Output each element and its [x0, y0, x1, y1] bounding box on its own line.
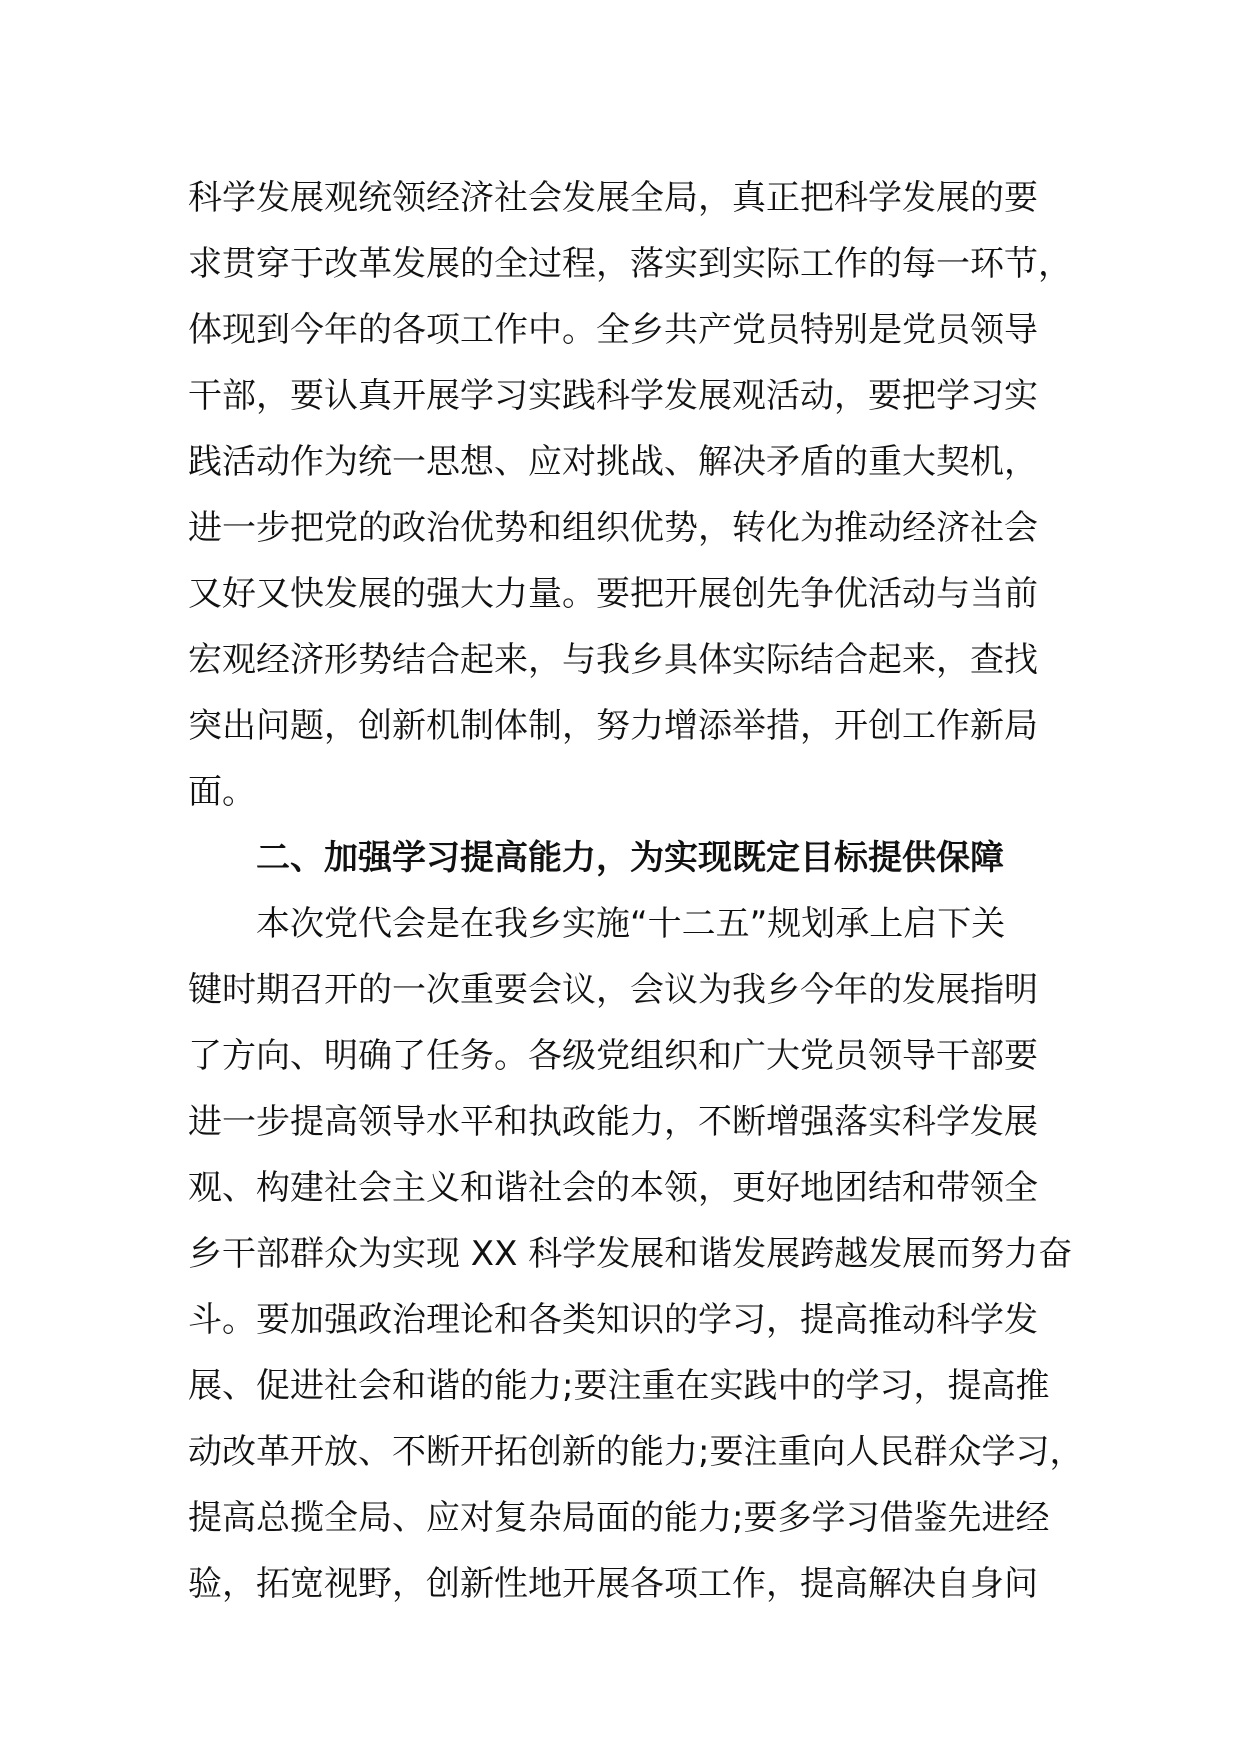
- section-heading: 二、加强学习提高能力，为实现既定目标提供保障: [256, 838, 1004, 878]
- body-line: 验，拓宽视野，创新性地开展各项工作，提高解决自身问: [188, 1564, 1038, 1604]
- body-line: 观、构建社会主义和谐社会的本领，更好地团结和带领全: [188, 1168, 1038, 1208]
- body-line: 展、促进社会和谐的能力;要注重在实践中的学习，提高推: [188, 1366, 1050, 1406]
- body-line: 进一步把党的政治优势和组织优势，转化为推动经济社会: [188, 508, 1038, 548]
- body-line: 乡干部群众为实现 XX 科学发展和谐发展跨越发展而努力奋: [188, 1234, 1073, 1274]
- body-line: 进一步提高领导水平和执政能力，不断增强落实科学发展: [188, 1102, 1038, 1142]
- body-line: 面。: [188, 772, 256, 812]
- body-line: 体现到今年的各项工作中。全乡共产党员特别是党员领导: [188, 310, 1038, 350]
- body-line: 键时期召开的一次重要会议，会议为我乡今年的发展指明: [188, 970, 1038, 1010]
- body-line: 了方向、明确了任务。各级党组织和广大党员领导干部要: [188, 1036, 1038, 1076]
- body-line: 宏观经济形势结合起来，与我乡具体实际结合起来，查找: [188, 640, 1038, 680]
- paragraph-first-line: 本次党代会是在我乡实施“十二五”规划承上启下关: [256, 904, 1006, 944]
- body-line: 求贯穿于改革发展的全过程，落实到实际工作的每一环节，: [188, 244, 1072, 284]
- body-line: 突出问题，创新机制体制，努力增添举措，开创工作新局: [188, 706, 1038, 746]
- body-line: 科学发展观统领经济社会发展全局，真正把科学发展的要: [188, 178, 1038, 218]
- body-line: 又好又快发展的强大力量。要把开展创先争优活动与当前: [188, 574, 1038, 614]
- body-line: 提高总揽全局、应对复杂局面的能力;要多学习借鉴先进经: [188, 1498, 1050, 1538]
- body-line: 动改革开放、不断开拓创新的能力;要注重向人民群众学习，: [188, 1432, 1084, 1472]
- body-line: 践活动作为统一思想、应对挑战、解决矛盾的重大契机，: [188, 442, 1038, 482]
- document-body: [188, 165, 1084, 1617]
- body-line: 干部，要认真开展学习实践科学发展观活动，要把学习实: [188, 376, 1038, 416]
- body-line: 斗。要加强政治理论和各类知识的学习，提高推动科学发: [188, 1300, 1038, 1340]
